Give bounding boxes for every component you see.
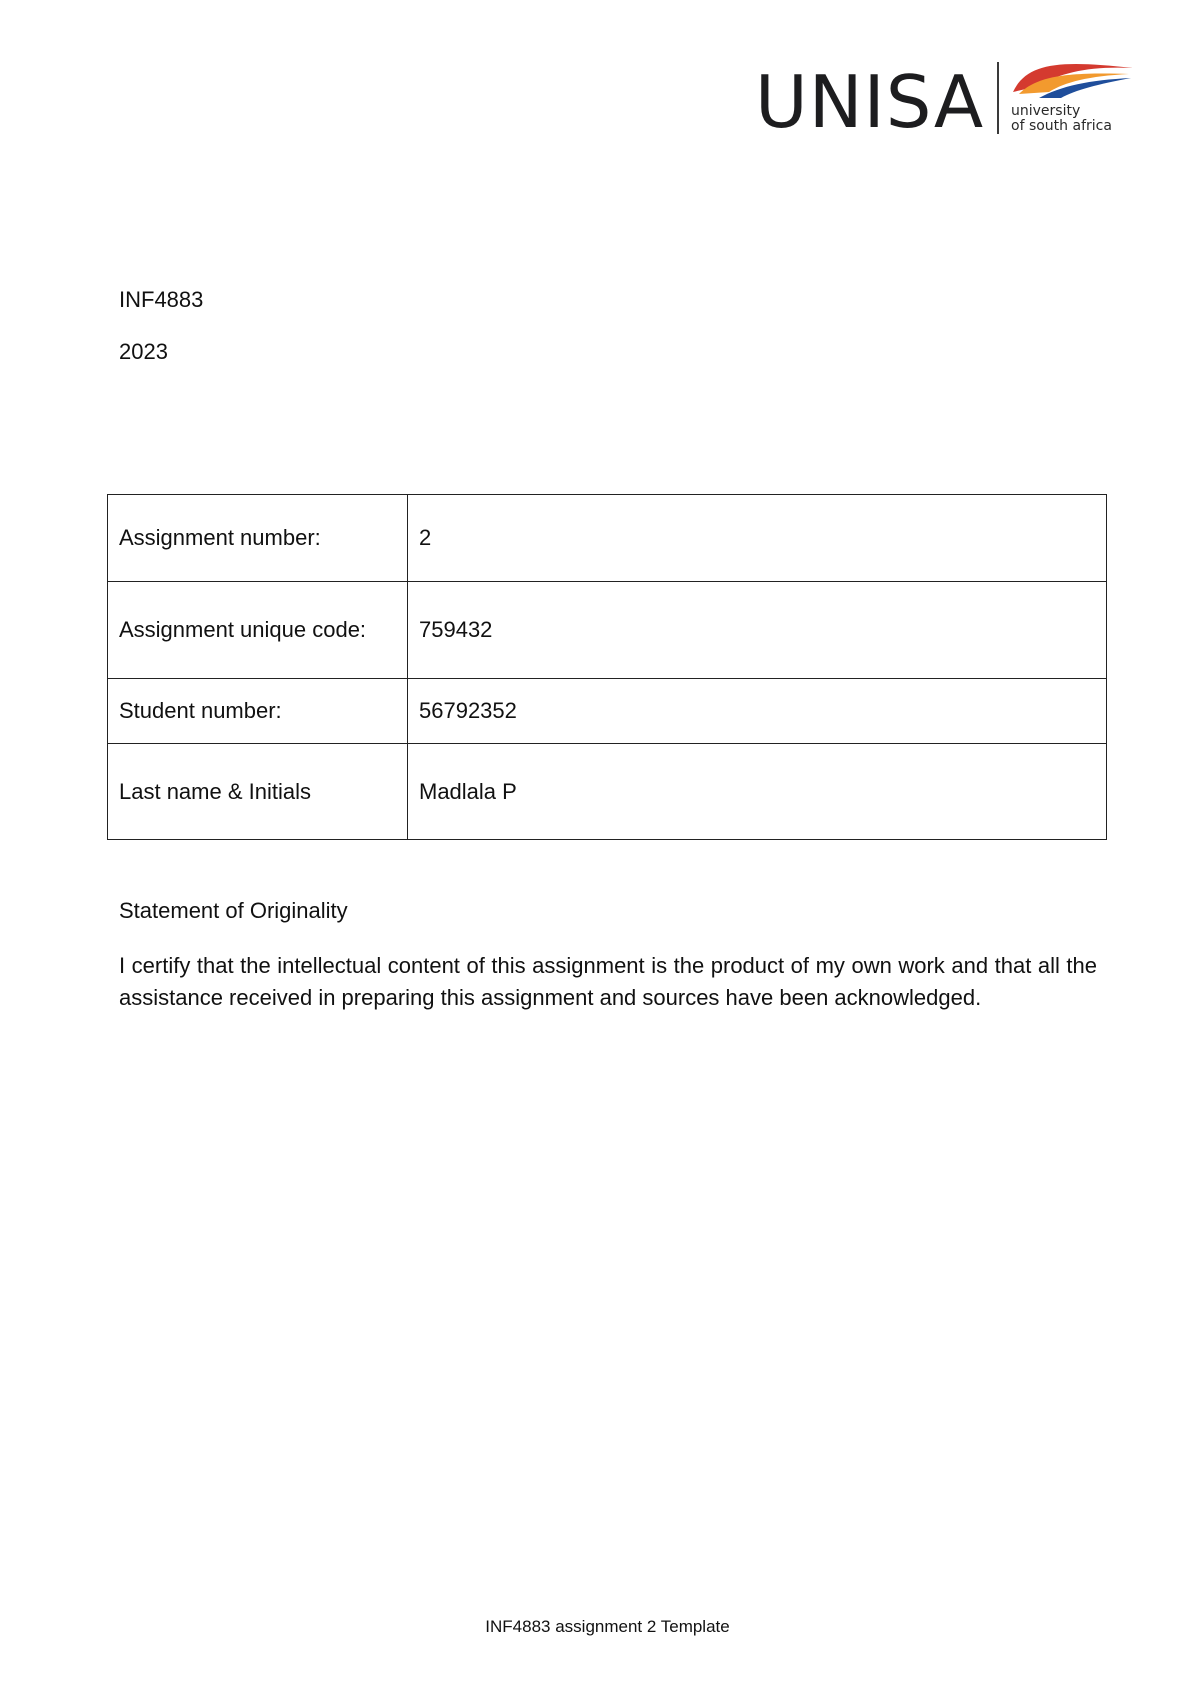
logo-wordmark: UNISA [755, 60, 985, 144]
table-row [108, 679, 1107, 744]
statement-heading: Statement of Originality [119, 898, 348, 923]
last-name-value: Madlala P [408, 744, 1107, 840]
year: 2023 [119, 339, 168, 364]
assignment-code-label: Assignment unique code: [108, 582, 408, 679]
logo-tagline [1011, 104, 1112, 134]
table-row [108, 744, 1107, 840]
page-footer: INF4883 assignment 2 Template [485, 1617, 730, 1636]
course-code: INF4883 [119, 287, 204, 312]
last-name-label: Last name & Initials [108, 744, 408, 840]
assignment-number-label: Assignment number: [108, 495, 408, 582]
table-row [108, 495, 1107, 582]
assignment-details-table [107, 494, 1107, 840]
student-number-value: 56792352 [408, 679, 1107, 744]
assignment-code-value: 759432 [408, 582, 1107, 679]
logo-tagline-line2: of south africa [1011, 118, 1112, 134]
statement-body: I certify that the intellectual content of this assignment is the product of my own work and that all the assistance received in preparing this assignment and sources have been acknowledged. [119, 953, 1097, 1010]
flag-swoosh-icon [1009, 58, 1135, 100]
logo-divider [997, 62, 999, 134]
logo-tagline-line1: university [1011, 103, 1081, 119]
unisa-logo [755, 58, 1135, 144]
table-row [108, 582, 1107, 679]
assignment-number-value: 2 [408, 495, 1107, 582]
student-number-label: Student number: [108, 679, 408, 744]
